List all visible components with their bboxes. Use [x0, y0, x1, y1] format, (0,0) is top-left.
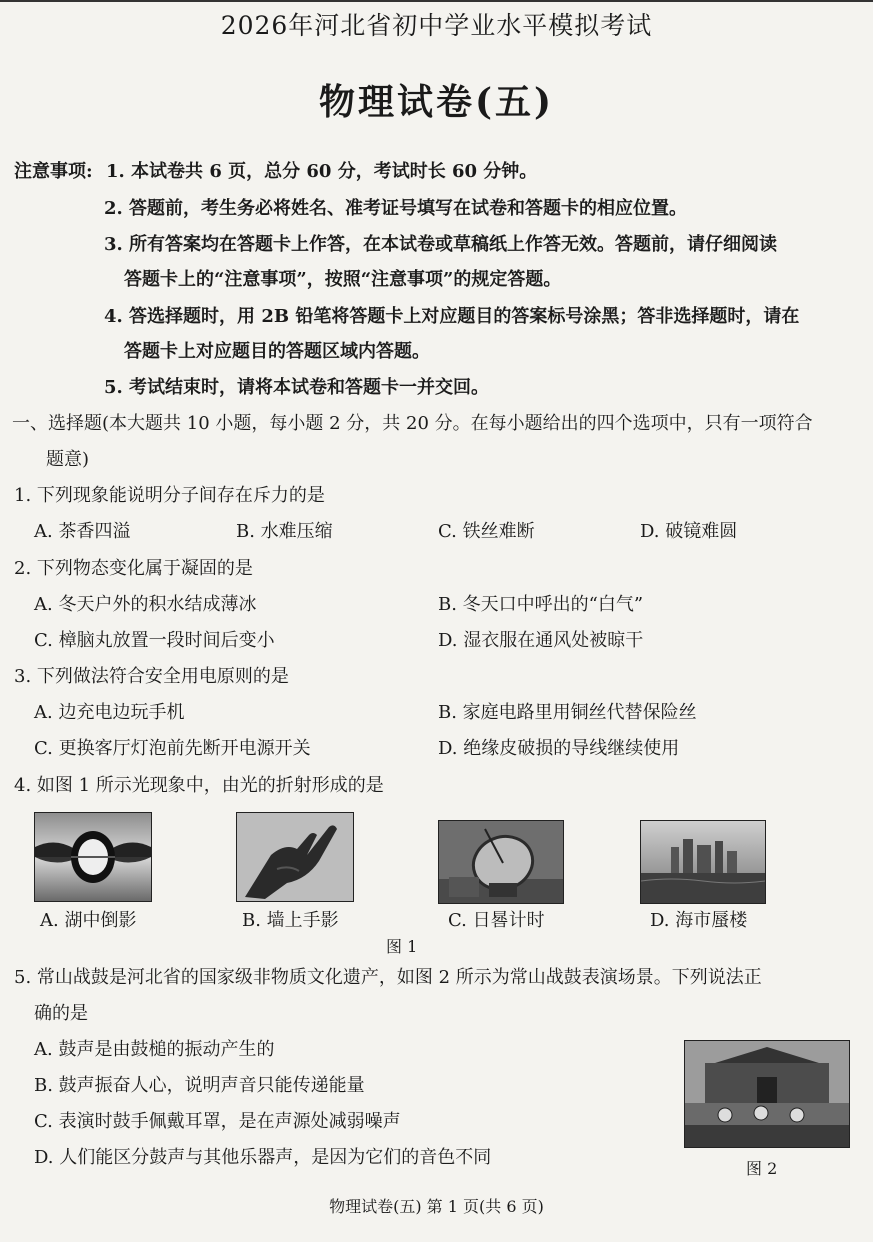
section-title: 一、选择题(本大题共 10 小题，每小题 2 分，共 20 分。在每小题给出的四个选项中，只有一项符合	[12, 413, 813, 434]
option-b: B. 鼓声振奋人心，说明声音只能传递能量	[34, 1075, 365, 1096]
photo-hand-shadow	[236, 812, 354, 902]
caption-a: A. 湖中倒影	[40, 910, 137, 931]
hand-shadow-image	[237, 813, 353, 901]
option-a: A. 茶香四溢	[34, 521, 131, 542]
question-stem: 5. 常山战鼓是河北省的国家级非物质文化遗产，如图 2 所示为常山战鼓表演场景。下列说法正	[14, 967, 762, 988]
option-a: A. 冬天户外的积水结成薄冰	[34, 594, 257, 615]
page-footer: 物理试卷(五) 第 1 页(共 6 页)	[329, 1197, 544, 1216]
figure-2-label: 图 2	[746, 1159, 778, 1178]
note-item: 5. 考试结束时，请将本试卷和答题卡一并交回。	[104, 377, 490, 398]
caption-d: D. 海市蜃楼	[650, 910, 748, 931]
note-item: 2. 答题前，考生务必将姓名、准考证号填写在试卷和答题卡的相应位置。	[104, 198, 688, 219]
war-drum-image	[685, 1041, 849, 1147]
figure-1-label: 图 1	[386, 937, 418, 956]
sundial-image	[439, 821, 563, 903]
option-d: D. 人们能区分鼓声与其他乐器声，是因为它们的音色不同	[34, 1147, 492, 1168]
caption-c: C. 日晷计时	[448, 910, 545, 931]
question-stem-cont: 确的是	[34, 1003, 88, 1024]
photo-war-drum	[684, 1040, 850, 1148]
option-d: D. 破镜难圆	[640, 521, 738, 542]
option-d: D. 绝缘皮破损的导线继续使用	[438, 738, 680, 759]
photo-sundial	[438, 820, 564, 904]
option-c: C. 更换客厅灯泡前先断开电源开关	[34, 738, 311, 759]
option-a: A. 边充电边玩手机	[34, 702, 185, 723]
section-title-cont: 题意)	[46, 449, 90, 470]
option-c: C. 樟脑丸放置一段时间后变小	[34, 630, 275, 651]
photo-lake-reflection	[34, 812, 152, 902]
note-item: 答题卡上的“注意事项”，按照“注意事项”的规定答题。	[124, 269, 562, 290]
option-a: A. 鼓声是由鼓槌的振动产生的	[34, 1039, 275, 1060]
note-item: 1. 本试卷共 6 页，总分 60 分，考试时长 60 分钟。	[106, 161, 538, 182]
lake-reflection-image	[35, 813, 151, 901]
option-c: C. 铁丝难断	[438, 521, 535, 542]
question-stem: 4. 如图 1 所示光现象中，由光的折射形成的是	[14, 775, 384, 796]
option-b: B. 水难压缩	[236, 521, 333, 542]
question-stem: 1. 下列现象能说明分子间存在斥力的是	[14, 485, 325, 506]
paper-title: 物理试卷(五)	[318, 81, 555, 123]
option-d: D. 湿衣服在通风处被晾干	[438, 630, 644, 651]
caption-b: B. 墙上手影	[242, 910, 339, 931]
photo-mirage	[640, 820, 766, 904]
question-stem: 3. 下列做法符合安全用电原则的是	[14, 666, 289, 687]
note-item: 答题卡上对应题目的答题区域内答题。	[124, 341, 430, 362]
note-item: 3. 所有答案均在答题卡上作答，在本试卷或草稿纸上作答无效。答题前，请仔细阅读	[104, 234, 778, 255]
mirage-image	[641, 821, 765, 903]
top-border	[0, 0, 873, 2]
notes-label: 注意事项:	[14, 161, 93, 182]
option-b: B. 家庭电路里用铜丝代替保险丝	[438, 702, 697, 723]
option-c: C. 表演时鼓手佩戴耳罩，是在声源处减弱噪声	[34, 1111, 401, 1132]
note-item: 4. 答选择题时，用 2B 铅笔将答题卡上对应题目的答案标号涂黑；答非选择题时，请在	[104, 306, 800, 327]
option-b: B. 冬天口中呼出的“白气”	[438, 594, 644, 615]
question-stem: 2. 下列物态变化属于凝固的是	[14, 558, 253, 579]
exam-name: 2026年河北省初中学业水平模拟考试	[220, 11, 653, 40]
